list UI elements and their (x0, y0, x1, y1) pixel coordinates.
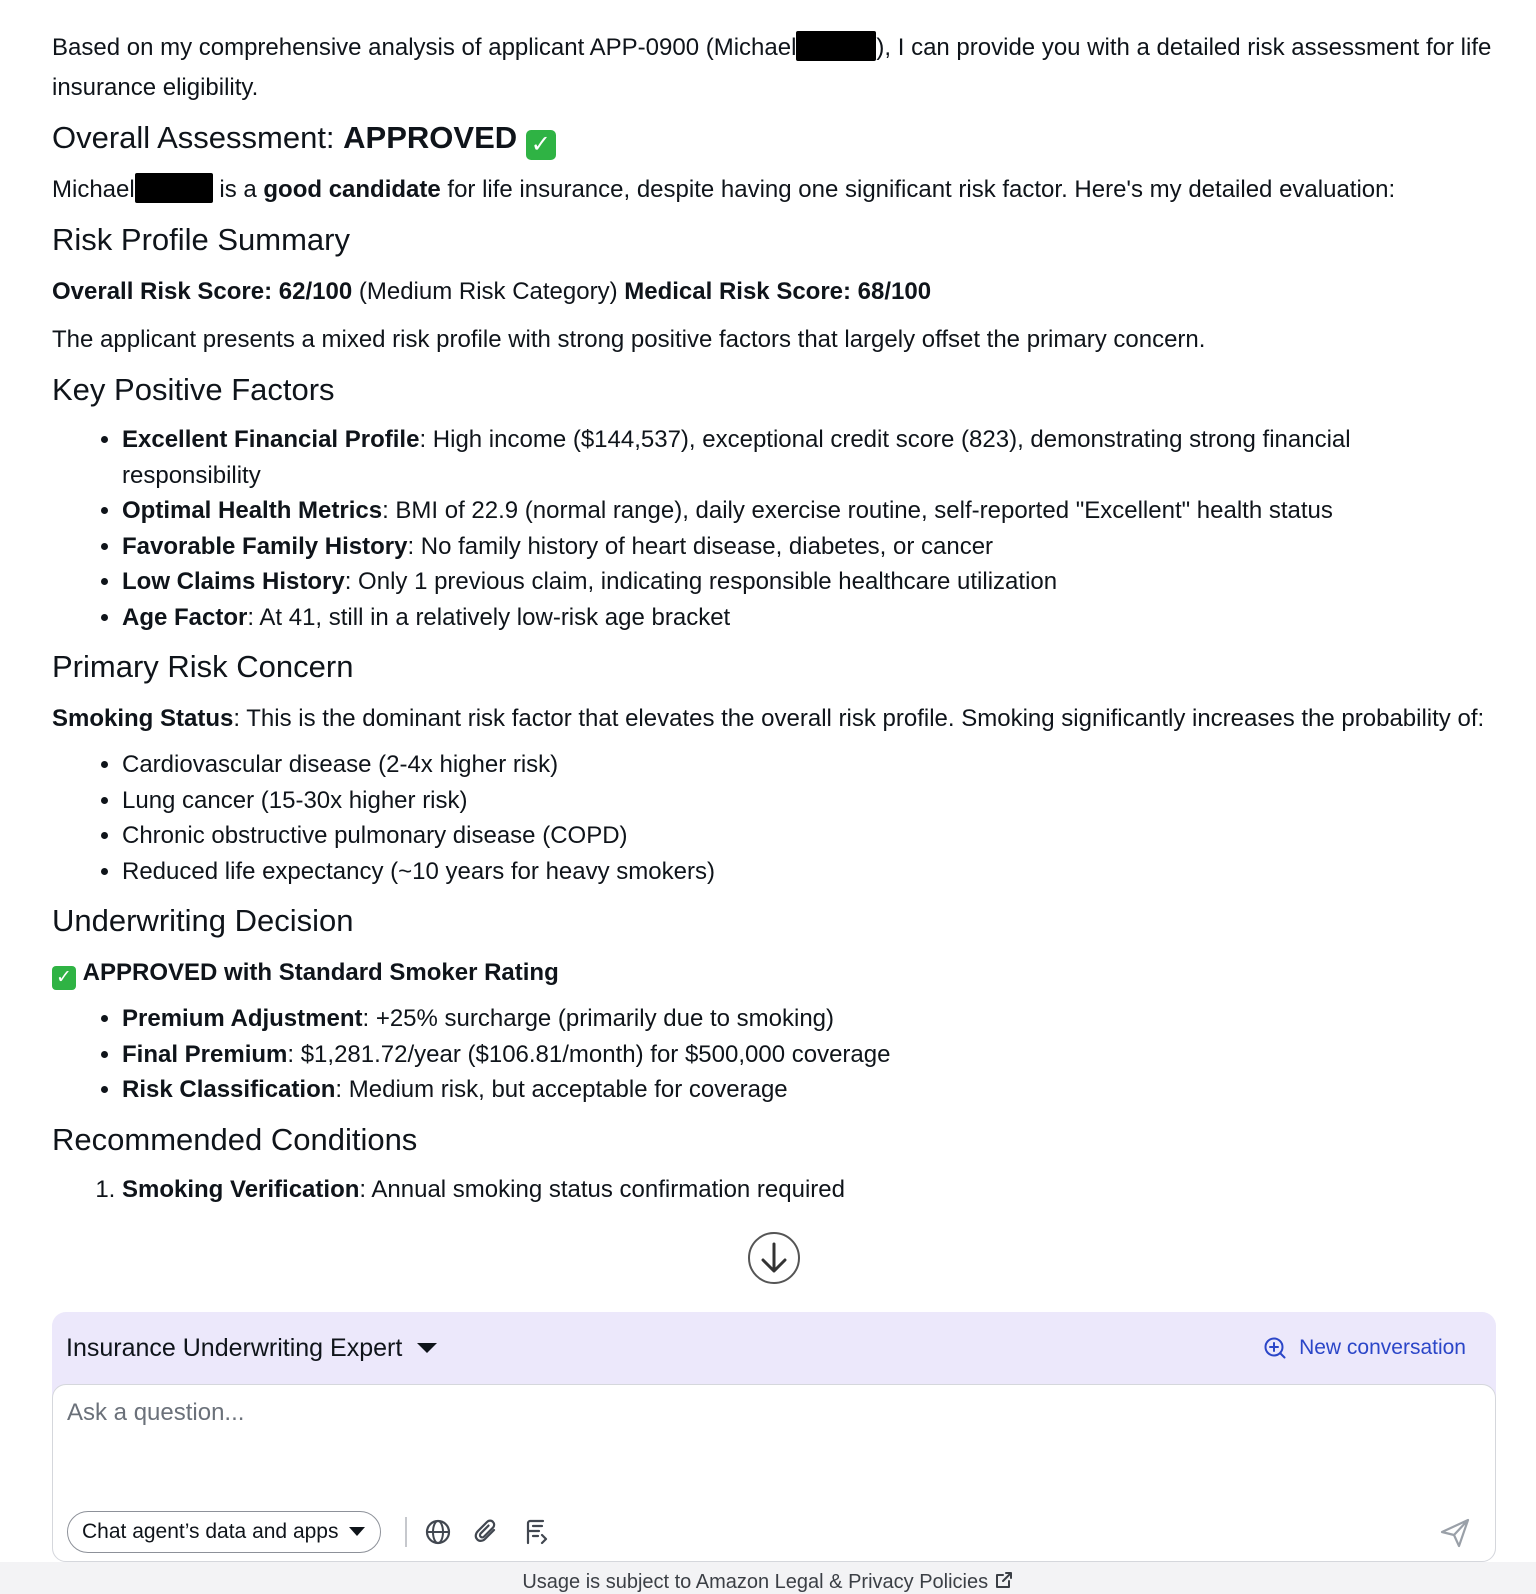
legal-link[interactable]: Usage is subject to Amazon Legal & Privacy Policies (522, 1571, 989, 1593)
send-icon (1439, 1517, 1471, 1549)
list-item: • Optimal Health Metrics: BMI of 22.9 (normal range), daily exercise routine, self-reported "Excellent" health status (122, 493, 1492, 529)
assistant-message (52, 28, 1492, 1217)
globe-icon (424, 1518, 452, 1546)
list-item: 1. Smoking Verification: Annual smoking status confirmation required (122, 1172, 1492, 1208)
positive-factors-heading: Key Positive Factors (52, 372, 335, 407)
prompt-template-icon (522, 1518, 550, 1546)
list-item: • Cardiovascular disease (2-4x higher risk) (122, 747, 1492, 783)
data-apps-label: Chat agent’s data and apps (82, 1520, 339, 1543)
intro-paragraph: Based on my comprehensive analysis of applicant APP-0900 (Michael ), I can provide you with a detailed risk assessment for life insurance eligibility. (52, 28, 1492, 108)
caret-down-icon (348, 1526, 366, 1538)
decision-list (52, 1001, 1492, 1108)
arrow-down-icon (759, 1241, 789, 1275)
check-mark-icon: ✓ (526, 130, 556, 160)
send-button[interactable] (1437, 1515, 1473, 1551)
new-conversation-label: New conversation (1299, 1336, 1466, 1359)
candidate-paragraph: Michael is a good candidate for life insurance, despite having one significant risk factor. Here's my detailed evaluation: (52, 170, 1492, 210)
overall-assessment-heading: Overall Assessment: APPROVED ✓ (52, 116, 1492, 160)
check-mark-icon: ✓ (52, 966, 76, 990)
underwriting-decision-heading: Underwriting Decision (52, 903, 354, 938)
list-item: • Reduced life expectancy (~10 years for heavy smokers) (122, 854, 1492, 890)
question-input-box (52, 1384, 1496, 1562)
toolbar-divider (405, 1517, 407, 1547)
caret-down-icon (416, 1341, 438, 1355)
list-item: • Premium Adjustment: +25% surcharge (primarily due to smoking) (122, 1001, 1492, 1037)
list-item: • Final Premium: $1,281.72/year ($106.81/month) for $500,000 coverage (122, 1037, 1492, 1073)
list-item: • Low Claims History: Only 1 previous claim, indicating responsible healthcare utilization (122, 564, 1492, 600)
new-chat-icon (1263, 1336, 1287, 1360)
decision-label: ✓ APPROVED with Standard Smoker Rating (52, 953, 1492, 993)
positive-factors-list (52, 422, 1492, 635)
footer (0, 1570, 1536, 1594)
risk-scores: Overall Risk Score: 62/100 (Medium Risk Category) Medical Risk Score: 68/100 (52, 278, 932, 305)
web-search-button[interactable] (421, 1515, 455, 1549)
list-item: • Lung cancer (15-30x higher risk) (122, 783, 1492, 819)
agent-bar (52, 1312, 1496, 1384)
external-link-icon (994, 1570, 1014, 1590)
new-conversation-button[interactable] (1263, 1330, 1466, 1366)
prompt-templates-button[interactable] (519, 1515, 553, 1549)
smoking-paragraph: Smoking Status: This is the dominant risk factor that elevates the overall risk profile. Smoking significantly increases the probability of: (52, 705, 1485, 732)
smoking-risks-list (52, 747, 1492, 889)
recommended-conditions-heading: Recommended Conditions (52, 1121, 418, 1157)
conditions-list (52, 1172, 1492, 1208)
question-input[interactable] (67, 1399, 1467, 1459)
list-item: • Excellent Financial Profile: High income ($144,537), exceptional credit score (823), demonstrating strong financial responsibility (122, 422, 1492, 493)
list-item: • Chronic obstructive pulmonary disease (COPD) (122, 818, 1492, 854)
chat-composer (52, 1312, 1496, 1562)
attach-file-button[interactable] (469, 1515, 503, 1549)
redacted-surname (796, 31, 876, 61)
risk-profile-text: The applicant presents a mixed risk profile with strong positive factors that largely offset the primary concern. (52, 326, 1206, 353)
list-item: • Risk Classification: Medium risk, but acceptable for coverage (122, 1072, 1492, 1108)
agent-name: Insurance Underwriting Expert (66, 1333, 403, 1362)
list-item: • Favorable Family History: No family history of heart disease, diabetes, or cancer (122, 529, 1492, 565)
redacted-surname (135, 173, 213, 203)
scroll-to-bottom-button[interactable] (748, 1232, 800, 1284)
data-apps-dropdown[interactable] (67, 1511, 381, 1553)
agent-selector[interactable] (66, 1328, 438, 1368)
list-item: • Age Factor: At 41, still in a relatively low-risk age bracket (122, 600, 1492, 636)
paperclip-icon (472, 1518, 500, 1546)
primary-concern-heading: Primary Risk Concern (52, 649, 354, 684)
risk-profile-heading: Risk Profile Summary (52, 222, 350, 257)
